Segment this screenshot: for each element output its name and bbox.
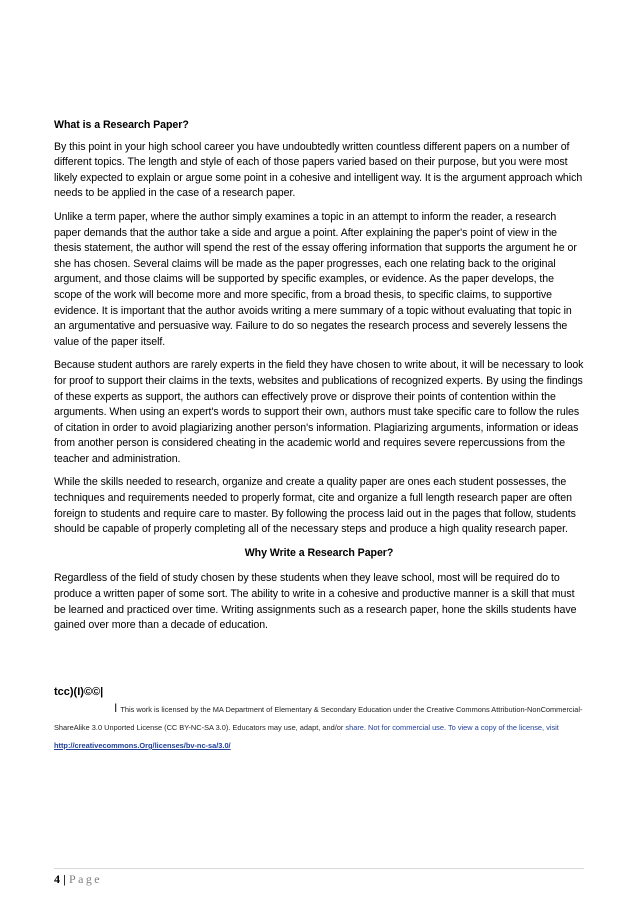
license-text [54, 699, 594, 755]
license-link[interactable]: http://creativecommons.Org/licenses/bv-nc-sa/3.0/ [54, 741, 231, 750]
paragraph-1: By this point in your high school career you have undoubtedly written countless different papers on a number of different topics. The length and style of each of those papers varied based on their purpose, but you were most likely expected to explain or argue some point in a cohesive and intelligent way. It is the argument approach which needs to be applied in the case of a research paper. [54, 140, 583, 200]
license-lead-mark: I [114, 701, 118, 715]
cc-license-icon: tcc)(I)©©| [54, 686, 104, 698]
license-text-blue: share. Not for commercial use. To view a copy of the license, visit [345, 723, 559, 732]
document-body [54, 118, 584, 642]
footer-divider [54, 868, 584, 869]
paragraph-3: Because student authors are rarely experts in the field they have chosen to write about, it will be necessary to look for proof to support their claims in the texts, websites and publications of recognized experts. By using the findings of these experts as support, the authors can effectively prove or disprove their points of contention within the arguments. When using an expert's words to support their own, authors must take specific care to follow the rules of citation in order to avoid plagiarizing another person's information. Plagiarizing arguments, information or ideas from another person is considered cheating in the academic world and requires severe repercussions from the teacher and administration. [54, 359, 584, 465]
page-footer [54, 872, 102, 887]
section-heading: What is a Research Paper? [54, 119, 189, 131]
license-notice [54, 685, 594, 755]
footer-separator: | [63, 872, 68, 886]
paragraph-4: While the skills needed to research, organize and create a quality paper are ones each student possesses, the techniques and requirements needed to properly format, cite and organize a full length research paper are often foreign to students and require care to master. By following the process laid out in the pages that follow, students should be capable of properly completing all of the necessary steps and produce a high quality research paper. [54, 476, 576, 536]
paragraph-2: Unlike a term paper, where the author simply examines a topic in an attempt to inform the reader, a research paper demands that the author take a side and argue a point. After explaining the paper's point of view in the thesis statement, the author will spend the rest of the essay offering information that supports the argument he or she has chosen. Several claims will be made as the paper progresses, each one relating back to the original argument, and those claims will be supported by specific examples, or evidence. As the paper develops, the scope of the work will become more and more specific, from a broad thesis, to specific claims, to supportive evidence. It is important that the author avoids writing a mere summary of a topic without evaluating that topic in an argumentative and persuasive way. Failure to do so negates the research process and severely lessens the value of the paper itself. [54, 210, 577, 348]
page-label: Page [69, 872, 102, 886]
subsection-heading: Why Write a Research Paper? [244, 546, 394, 559]
page-number: 4 [54, 872, 62, 886]
license-text-main: This work is licensed by the MA Department of Elementary & Secondary Education under the Creative Commons Attribution-NonCommercial-ShareAlike 3.0 Unported License (CC BY-NC-SA 3.0). Educators may use, adapt, and/or [54, 705, 583, 732]
paragraph-5: Regardless of the field of study chosen by these students when they leave school, most will be required do to produce a written paper of some sort. The ability to write in a cohesive and productive manner is a skill that must be learned and practiced over time. Writing assignments such as a research paper, hone the skills students have gained over more than a decade of education. [54, 572, 577, 632]
